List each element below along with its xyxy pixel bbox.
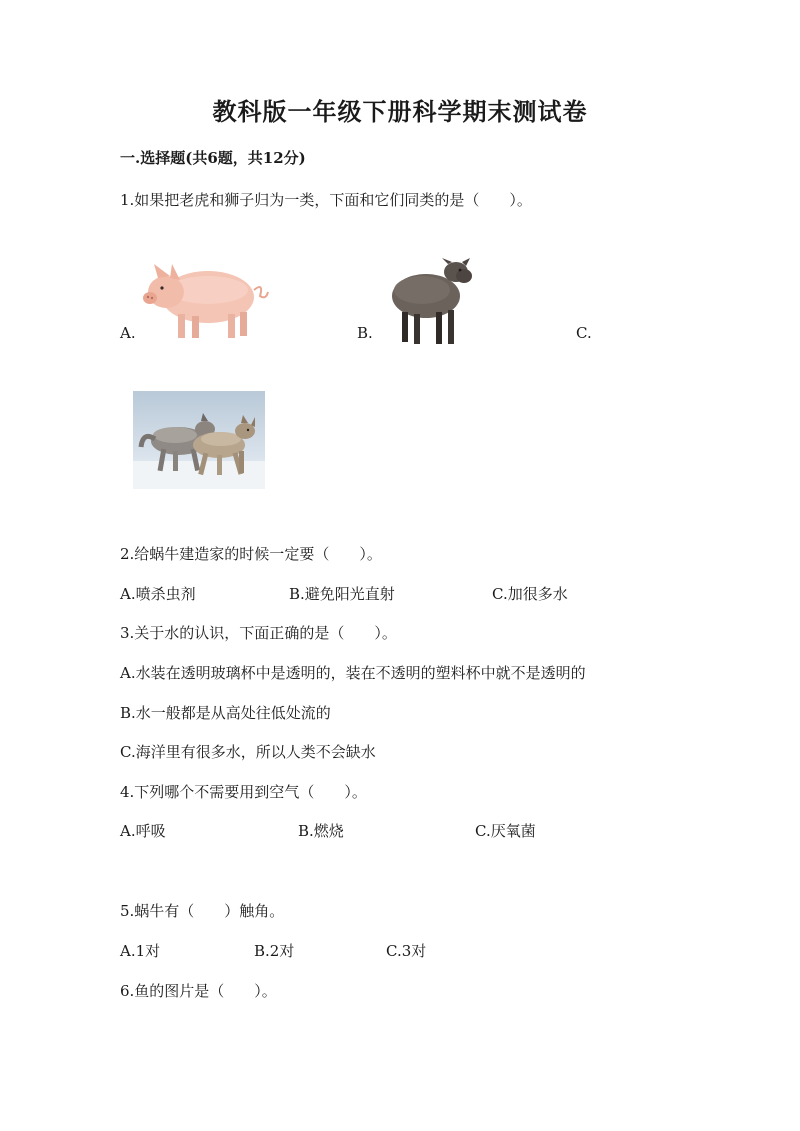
sheep-image <box>386 250 474 350</box>
question-1-option-b: B. <box>357 324 373 342</box>
question-3-option-b: B.水一般都是从高处往低处流的 <box>120 704 331 722</box>
page-title: 教科版一年级下册科学期末测试卷 <box>212 97 588 126</box>
question-3-option-a: A.水装在透明玻璃杯中是透明的，装在不透明的塑料杯中就不是透明的 <box>120 664 586 682</box>
question-5-option-b: B.2对 <box>254 942 295 960</box>
question-4-option-b: B.燃烧 <box>298 822 344 840</box>
question-1-option-c: C. <box>576 324 592 342</box>
question-2-option-b: B.避免阳光直射 <box>289 585 395 603</box>
section-heading: 一.选择题(共6题，共12分) <box>120 149 306 167</box>
question-4-option-c: C.厌氧菌 <box>475 822 536 840</box>
question-5-stem: 5.蜗牛有（ ）触角。 <box>120 902 285 920</box>
question-3-option-c: C.海洋里有很多水，所以人类不会缺水 <box>120 743 376 761</box>
question-2-option-c: C.加很多水 <box>492 585 568 603</box>
question-1-option-a: A. <box>120 324 136 342</box>
wolves-image <box>133 391 265 489</box>
question-5-option-a: A.1对 <box>120 942 161 960</box>
question-2-stem: 2.给蜗牛建造家的时候一定要（ ）。 <box>120 545 382 563</box>
question-1-stem: 1.如果把老虎和狮子归为一类，下面和它们同类的是（ ）。 <box>120 191 532 209</box>
question-3-stem: 3.关于水的认识，下面正确的是（ ）。 <box>120 624 397 642</box>
question-6-stem: 6.鱼的图片是（ ）。 <box>120 982 277 1000</box>
pig-image <box>140 252 270 342</box>
question-5-option-c: C.3对 <box>386 942 427 960</box>
question-4-option-a: A.呼吸 <box>120 822 166 840</box>
question-2-option-a: A.喷杀虫剂 <box>120 585 196 603</box>
question-4-stem: 4.下列哪个不需要用到空气（ ）。 <box>120 783 367 801</box>
